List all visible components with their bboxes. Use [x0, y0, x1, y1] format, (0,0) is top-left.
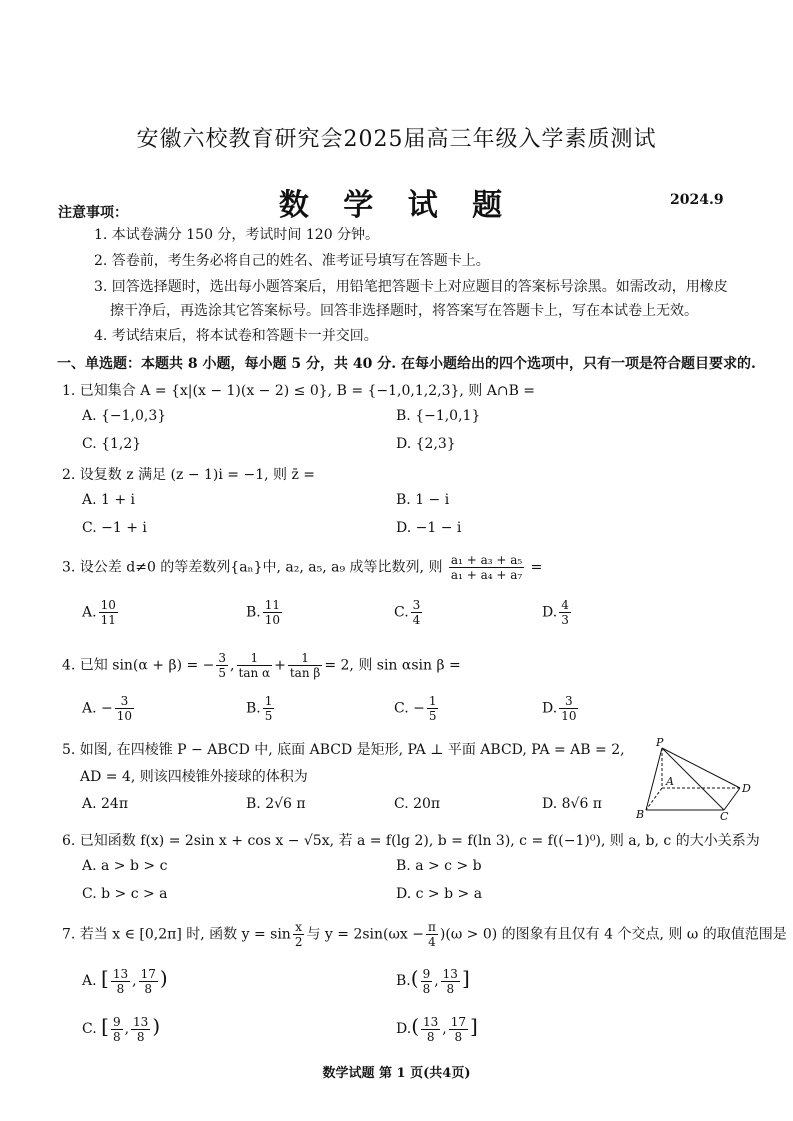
- q7-a-d1: 8: [116, 981, 125, 996]
- q7-b-d2: 8: [446, 981, 455, 996]
- q4-b-num: 1: [264, 694, 273, 708]
- notice-3: 3. 回答选择题时，选出每小题答案后，用铅笔把答题卡上对应题目的答案标号涂黑。如需改动，用橡皮: [94, 279, 728, 295]
- q5-option-b: B. 2√6 π: [246, 796, 306, 812]
- q5-stem-line2: AD = 4, 则该四棱锥外接球的体积为: [80, 769, 308, 785]
- q7-c-open: [: [101, 1014, 109, 1038]
- q3-option-c: [394, 598, 424, 627]
- q6-stem: 6. 已知函数 f(x) = 2sin x + cos x − √5x, 若 a = f(lg 2), b = f(ln 3), c = f((−1)⁰), 则 a, b, c 的大小关系为: [62, 833, 760, 849]
- q4-option-c: [394, 694, 440, 723]
- q7-d-d1: 8: [426, 1029, 435, 1044]
- edge-pb: [646, 748, 662, 810]
- q3-a-num: 10: [100, 598, 116, 612]
- q4-a-den: 10: [116, 709, 133, 723]
- q6-option-d: D. c > b > a: [396, 886, 483, 902]
- q7-option-d-label: D.: [396, 1021, 412, 1037]
- q3-d-den: 3: [561, 613, 569, 627]
- pyramid-figure: [636, 738, 752, 820]
- q3-a-den: 11: [100, 613, 116, 627]
- q7-option-a-label: A.: [82, 973, 97, 989]
- q4-stem: [62, 651, 461, 680]
- q4-option-d-label: D.: [542, 700, 558, 717]
- label-a: A: [666, 775, 674, 788]
- q4-d-den: 10: [561, 709, 577, 723]
- q3-option-b: [246, 598, 284, 627]
- q1-option-a: A. {−1,0,3}: [82, 408, 167, 424]
- q3-c-den: 4: [412, 613, 421, 627]
- q7-stem: [62, 920, 787, 949]
- q2-option-c: C. −1 + i: [82, 520, 147, 536]
- exam-date: 2024.9: [670, 192, 724, 208]
- q7-f1-num: x: [293, 920, 305, 935]
- q4-option-d: [542, 694, 580, 723]
- q3-option-d: [542, 598, 573, 627]
- page-footer: 数学试题 第 1 页(共4页): [322, 1066, 471, 1081]
- q7-text-3: )(ω > 0) 的图象有且仅有 4 个交点, 则 ω 的取值范围是: [439, 926, 787, 943]
- q4-a-num: 3: [115, 694, 134, 709]
- section-1-heading: 一、单选题：本题共 8 小题，每小题 5 分，共 40 分. 在每小题给出的四个选项中，只有一项是符合题目要求的.: [57, 356, 756, 372]
- q6-option-b: B. a > c > b: [396, 858, 482, 874]
- q4-option-c-label: C. −: [394, 700, 425, 717]
- q7-b-open: (: [410, 966, 419, 990]
- notice-4: 4. 考试结束后，将本试卷和答题卡一并交回。: [94, 328, 378, 344]
- q4-option-a: [82, 694, 136, 723]
- q7-text-1: 7. 若当 x ∈ [0,2π] 时, 函数 y = sin: [62, 926, 291, 943]
- q4-text-2: ,: [230, 657, 235, 674]
- q7-option-a: A. [ $\frac{13}{8}$ , $\frac{17}{8}$ ): [82, 966, 168, 996]
- q4-text-4: = 2, 则 sin αsin β =: [324, 657, 461, 674]
- q7-option-c-label: C.: [82, 1021, 97, 1037]
- q2-option-d: D. −1 − i: [396, 520, 462, 536]
- q3-frac-num: a₁ + a₃ + a₅: [450, 553, 523, 567]
- q5-option-a: A. 24π: [82, 796, 129, 812]
- q7-f2-den: 4: [428, 935, 436, 949]
- notice-3-cont: 擦干净后，再选涂其它答案标号。回答非选择题时，将答案写在答题卡上，写在本试卷上无效。: [110, 303, 698, 319]
- label-c: C: [720, 810, 729, 820]
- q7-c-d1: 8: [112, 1029, 121, 1044]
- q1-stem: 1. 已知集合 A = {x|(x − 1)(x − 2) ≤ 0}, B = {−1,0,1,2,3}, 则 A∩B =: [62, 383, 536, 399]
- q7-f2-num: π: [428, 920, 436, 934]
- q7-option-b: B.( $\frac{9}{8}$ , $\frac{13}{8}$ ]: [396, 966, 470, 996]
- q7-a-open: [: [101, 966, 109, 990]
- q7-a-d2: 8: [144, 981, 153, 996]
- q3-option-a-label: A.: [82, 604, 97, 621]
- q7-b-n1: 9: [422, 966, 431, 981]
- q7-a-n2: 17: [140, 966, 156, 981]
- q4-text-1: 4. 已知 sin(α + β) = −: [62, 657, 215, 674]
- q4-option-b: [246, 694, 276, 723]
- q7-b-n2: 13: [442, 966, 458, 981]
- edge-cd: [724, 788, 740, 810]
- q3-option-b-label: B.: [246, 604, 261, 621]
- notice-2: 2. 答卷前，考生务必将自己的姓名、准考证号填写在答题卡上。: [94, 253, 490, 269]
- q5-stem-line1: 5. 如图, 在四棱锥 P − ABCD 中, 底面 ABCD 是矩形, PA ⊥ 平面 ABCD, PA = AB = 2,: [62, 742, 625, 758]
- q3-option-c-label: C.: [394, 604, 409, 621]
- q4-b-den: 5: [264, 709, 273, 723]
- q7-b-close: ]: [461, 966, 470, 990]
- q3-stem-text: 3. 设公差 d≠0 的等差数列{aₙ}中, a₂, a₅, a₉ 成等比数列, 则: [62, 559, 443, 576]
- q7-option-b-label: B.: [396, 973, 411, 989]
- q2-stem: 2. 设复数 z 满足 (z − 1)i = −1, 则 z̄ =: [62, 467, 316, 483]
- q6-option-a: A. a > b > c: [82, 858, 168, 874]
- q7-c-n1: 9: [112, 1014, 121, 1029]
- q4-c-num: 1: [428, 694, 437, 708]
- q7-c-d2: 8: [136, 1029, 145, 1044]
- q3-frac-den: a₁ + a₄ + a₇: [450, 568, 523, 582]
- q3-d-num: 4: [561, 598, 569, 612]
- q7-d-d2: 8: [454, 1029, 463, 1044]
- notice-title: 注意事项：: [58, 205, 128, 221]
- q3-b-den: 10: [264, 613, 281, 627]
- q6-option-c: C. b > c > a: [82, 886, 168, 902]
- q7-d-n1: 13: [423, 1014, 439, 1029]
- q5-option-d: D. 8√6 π: [542, 796, 603, 812]
- q4-d-num: 3: [559, 694, 578, 709]
- q4-f1-den: 5: [218, 666, 227, 680]
- q3-option-d-label: D.: [542, 604, 558, 621]
- q4-f2-num: 1: [237, 651, 273, 666]
- subject-title: 数 学 试 题: [278, 188, 515, 223]
- q7-d-open: (: [411, 1014, 419, 1038]
- q4-text-3: +: [274, 657, 286, 674]
- q3-option-a: [82, 598, 120, 627]
- q2-option-a: A. 1 + i: [82, 492, 136, 508]
- q3-fraction: [449, 553, 524, 582]
- q3-stem: [62, 553, 542, 582]
- q4-f3-num: 1: [288, 651, 322, 666]
- q2-option-b: B. 1 − i: [396, 492, 450, 508]
- q7-d-close: ]: [470, 1014, 478, 1038]
- q3-c-num: 3: [412, 598, 421, 612]
- q3-equals: =: [530, 559, 543, 576]
- q1-option-d: D. {2,3}: [396, 436, 456, 452]
- notice-1: 1. 本试卷满分 150 分，考试时间 120 分钟。: [94, 227, 380, 243]
- label-b: B: [636, 808, 645, 820]
- q4-f3-den: tan β: [289, 666, 321, 680]
- q7-f1-den: 2: [294, 935, 303, 949]
- q4-option-b-label: B.: [246, 700, 261, 717]
- q7-b-d1: 8: [422, 981, 431, 996]
- exam-header: 安徽六校教育研究会2025届高三年级入学素质测试: [136, 127, 657, 152]
- q4-f2-den: tan α: [238, 666, 271, 680]
- q1-option-c: C. {1,2}: [82, 436, 142, 452]
- q7-a-n1: 13: [112, 966, 129, 981]
- q7-c-n2: 13: [133, 1014, 149, 1029]
- label-d: D: [742, 782, 751, 795]
- q1-option-b: B. {−1,0,1}: [396, 408, 481, 424]
- q7-d-n2: 17: [450, 1014, 467, 1029]
- q4-option-a-label: A. −: [82, 700, 113, 717]
- q7-a-close: ): [159, 966, 168, 990]
- q4-c-den: 5: [428, 709, 437, 723]
- q7-option-d: D.( $\frac{13}{8}$ , $\frac{17}{8}$ ]: [396, 1014, 478, 1044]
- q7-text-2: 与 y = 2sin(ωx −: [306, 926, 424, 943]
- q7-c-close: ): [152, 1014, 161, 1038]
- q5-option-c: C. 20π: [394, 796, 441, 812]
- q4-f1-num: 3: [218, 651, 227, 665]
- q7-option-c: C. [ $\frac{9}{8}$ , $\frac{13}{8}$ ): [82, 1014, 161, 1044]
- label-p: P: [656, 738, 664, 749]
- q3-b-num: 11: [264, 598, 281, 612]
